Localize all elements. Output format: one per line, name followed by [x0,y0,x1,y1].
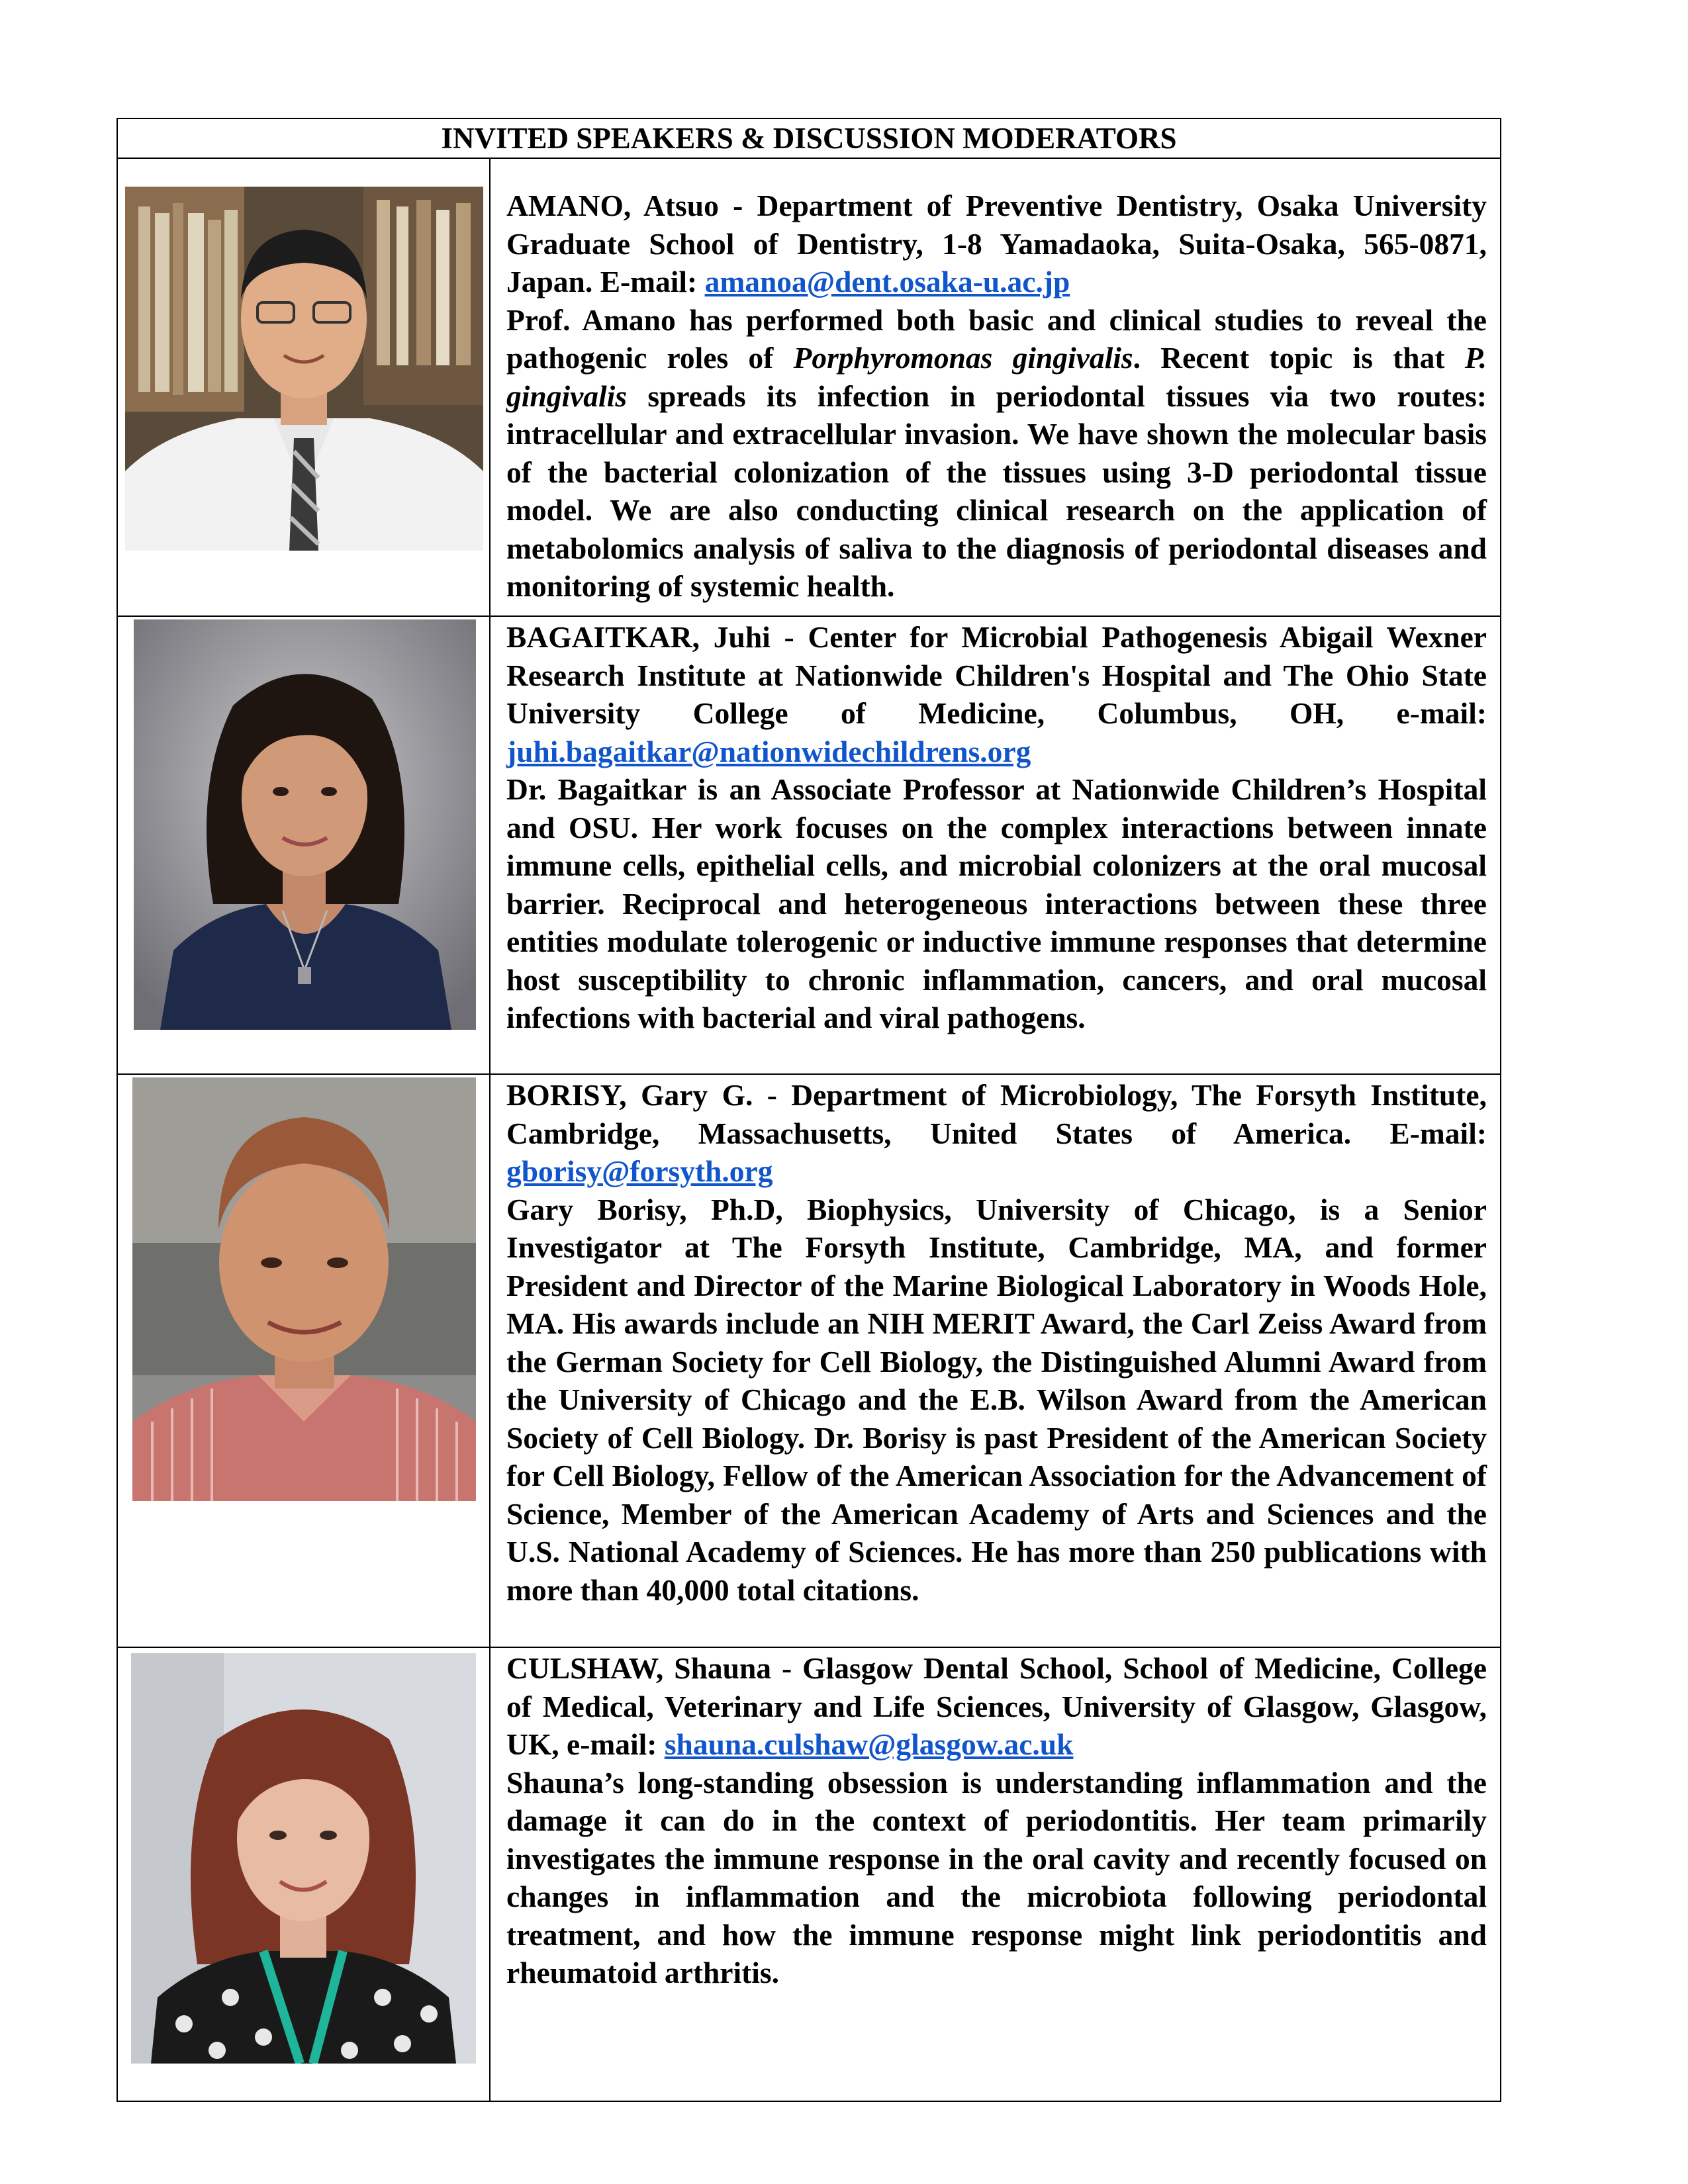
bio-text: . Recent topic is that [1133,341,1465,375]
speaker-affiliation [506,1076,1487,1191]
email-link[interactable]: shauna.culshaw@glasgow.ac.uk [664,1727,1074,1761]
speakers-table [117,118,1501,2102]
photo-cell [118,617,491,1073]
photo-cell [118,1648,491,2101]
speaker-photo-borisy [132,1077,476,1501]
email-link[interactable]: gborisy@forsyth.org [506,1154,773,1188]
photo-cell [118,1075,491,1647]
affiliation-text: BORISY, Gary G. - Department of Microbiology, The Forsyth Institute, Cambridge, Massachusetts, United States of America. E-mail: [506,1078,1487,1150]
bio-italic-species: P. gingivalis [506,341,1487,413]
affiliation-text: AMANO, Atsuo - Department of Preventive Dentistry, Osaka University Graduate School of Dentistry, 1-8 Yamadaoka, Suita-Osaka, 565-0871, Japan. E-mail: [506,189,1487,298]
speaker-text-cell [491,159,1500,615]
bio-text: Prof. Amano has performed both basic and clinical studies to reveal the pathogenic roles of [506,302,1487,375]
speaker-row [118,1648,1500,2101]
speaker-affiliation [506,618,1487,770]
email-link[interactable]: juhi.bagaitkar@nationwidechildrens.org [506,734,1031,768]
speaker-photo-bagaitkar [134,619,476,1030]
speaker-affiliation [506,1649,1487,1764]
speaker-bio: Dr. Bagaitkar is an Associate Professor at Nationwide Children’s Hospital and OSU. Her work focuses on the complex interactions between innate immune cells, epithelial cells, and microbial colonizers at the oral mucosal barrier. Reciprocal and heterogeneous interactions between these three entities modulate tolerogenic or inductive immune responses that determine host susceptibility to chronic inflammation, cancers, and oral mucosal infections with bacterial and viral pathogens. [506,772,1487,1034]
speaker-row [118,617,1500,1075]
email-link[interactable]: amanoa@dent.osaka-u.ac.jp [704,265,1070,298]
speaker-text-cell [491,617,1500,1073]
bio-italic-species: Porphyromonas gingivalis [793,341,1133,375]
speaker-photo-amano [125,187,483,551]
speaker-row [118,1075,1500,1648]
speaker-photo-culshaw [131,1653,476,2064]
speaker-bio: Gary Borisy, Ph.D, Biophysics, University of Chicago, is a Senior Investigator at The Forsyth Institute, Cambridge, MA, and former President and Director of the Marine Biological Laboratory in Woods Hole, MA. His awards include an NIH MERIT Award, the Carl Zeiss Award from the German Society for Cell Biology, the Distinguished Alumni Award from the University of Chicago and the E.B. Wilson Award from the American Society of Cell Biology. Dr. Borisy is past President of the American Society for Cell Biology, Fellow of the American Association for the Advancement of Science, Member of the American Academy of Arts and Sciences and the U.S. National Academy of Sciences. He has more than 250 publications with more than 40,000 total citations. [506,1192,1487,1607]
speaker-text-cell [491,1075,1500,1647]
photo-cell [118,159,491,615]
affiliation-text: BAGAITKAR, Juhi - Center for Microbial Pathogenesis Abigail Wexner Research Institute at Nationwide Children's Hospital and The Ohio State University College of Medicine, Columbus, OH, e-mail: [506,620,1487,730]
speaker-text-cell [491,1648,1500,2101]
bio-text: spreads its infection in periodontal tissues via two routes: intracellular and extracellular invasion. We have shown the molecular basis of the bacterial colonization of the tissues using 3-D periodontal tissue model. We are also conducting clinical research on the application of metabolomics analysis of saliva to the diagnosis of periodontal diseases and monitoring of systemic health. [506,379,1487,603]
affiliation-text: CULSHAW, Shauna - Glasgow Dental School, School of Medicine, College of Medical, Veterinary and Life Sciences, University of Glasgow, Glasgow, UK, e-mail: [506,1651,1487,1761]
speaker-row [118,159,1500,617]
speaker-bio [506,301,1487,606]
speaker-affiliation [506,187,1487,301]
table-header: INVITED SPEAKERS & DISCUSSION MODERATORS [118,119,1500,159]
speaker-bio: Shauna’s long-standing obsession is understanding inflammation and the damage it can do in the context of periodontitis. Her team primarily investigates the immune response in the oral cavity and recently focused on changes in inflammation and the microbiota following periodontal treatment, and how the immune response might link periodontitis and rheumatoid arthritis. [506,1765,1487,1989]
